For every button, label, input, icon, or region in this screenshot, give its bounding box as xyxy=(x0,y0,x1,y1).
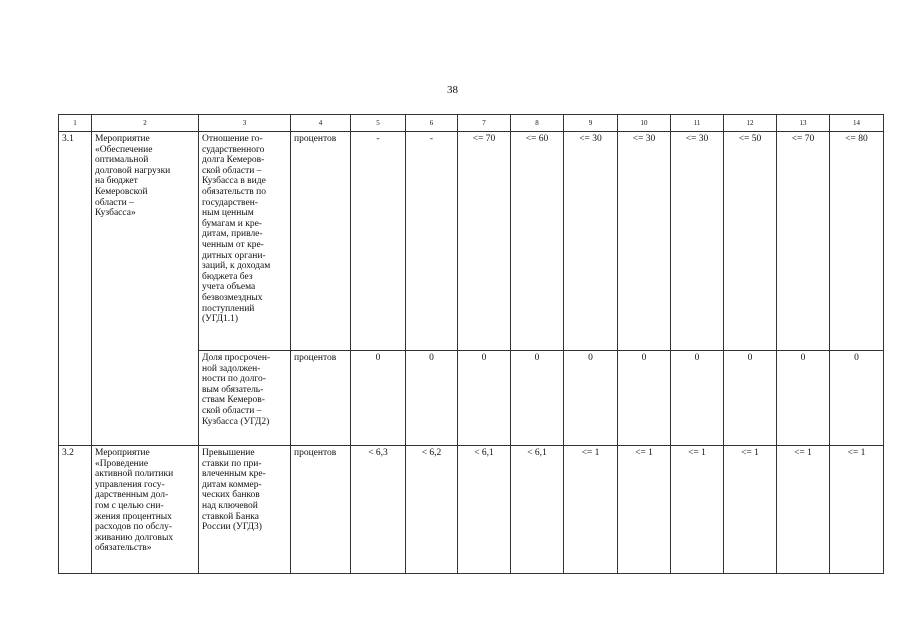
indicator-value: <= 1 xyxy=(724,446,777,574)
column-number: 10 xyxy=(618,115,671,132)
indicator-value: 0 xyxy=(618,351,671,446)
page-number: 38 xyxy=(447,84,458,96)
indicator-value: <= 1 xyxy=(830,446,884,574)
indicator-value: 0 xyxy=(458,351,511,446)
indicator-value: 0 xyxy=(671,351,724,446)
table-row xyxy=(59,132,884,351)
column-number: 3 xyxy=(199,115,291,132)
column-number: 5 xyxy=(351,115,406,132)
indicator-name: Доля просрочен- ной задолжен- ности по долго- вым обязатель- ствам Кемеров- ской области – Кузбасса (УГД2) xyxy=(199,351,291,446)
indicator-value: 0 xyxy=(724,351,777,446)
indicators-table xyxy=(58,114,884,574)
indicator-value: <= 30 xyxy=(564,132,618,351)
column-number: 8 xyxy=(511,115,564,132)
indicator-value: 0 xyxy=(564,351,618,446)
unit: процентов xyxy=(291,446,351,574)
indicator-value: 0 xyxy=(511,351,564,446)
indicator-value: - xyxy=(406,132,458,351)
table-row xyxy=(59,446,884,574)
indicator-value: <= 1 xyxy=(618,446,671,574)
indicator-value: <= 70 xyxy=(458,132,511,351)
indicator-value: <= 1 xyxy=(777,446,830,574)
indicator-value: 0 xyxy=(777,351,830,446)
column-number: 1 xyxy=(59,115,92,132)
column-number: 4 xyxy=(291,115,351,132)
indicator-value: < 6,2 xyxy=(406,446,458,574)
indicator-value: <= 50 xyxy=(724,132,777,351)
column-number: 7 xyxy=(458,115,511,132)
indicator-value: 0 xyxy=(351,351,406,446)
column-number: 12 xyxy=(724,115,777,132)
indicator-value: <= 80 xyxy=(830,132,884,351)
unit: процентов xyxy=(291,132,351,351)
column-number: 2 xyxy=(92,115,199,132)
indicator-value: <= 1 xyxy=(564,446,618,574)
indicator-value: 0 xyxy=(830,351,884,446)
measure-name: Мероприятие «Обеспечение оптимальной долговой нагрузки на бюджет Кемеровской области – Кузбасса» xyxy=(92,132,199,446)
indicator-name: Превышение ставки по при- влеченным кре- дитам коммер- ческих банков над ключевой ставкой Банка России (УГД3) xyxy=(199,446,291,574)
indicator-value: <= 30 xyxy=(671,132,724,351)
measure-name: Мероприятие «Проведение активной политики управления госу- дарственным дол- гом с целью сни- жения процентных расходов по обслу- живанию долговых обязательств» xyxy=(92,446,199,574)
unit: процентов xyxy=(291,351,351,446)
column-number: 9 xyxy=(564,115,618,132)
row-number: 3.1 xyxy=(59,132,92,446)
row-number: 3.2 xyxy=(59,446,92,574)
indicator-value: < 6,1 xyxy=(511,446,564,574)
column-number: 11 xyxy=(671,115,724,132)
column-number: 6 xyxy=(406,115,458,132)
indicator-value: < 6,3 xyxy=(351,446,406,574)
indicator-name: Отношение го- сударственного долга Кемеров- ской области – Кузбасса в виде обязательств по государствен- ным ценным бумагам и кре- дитам, привле- ченным от кре- дитных органи- заций, к доходам бюджета без учета объема безвозмездных поступлений (УГД1.1) xyxy=(199,132,291,351)
column-number-row xyxy=(59,115,884,132)
column-number: 14 xyxy=(830,115,884,132)
column-number: 13 xyxy=(777,115,830,132)
indicator-value: 0 xyxy=(406,351,458,446)
indicator-value: <= 70 xyxy=(777,132,830,351)
indicator-value: <= 1 xyxy=(671,446,724,574)
indicator-value: <= 30 xyxy=(618,132,671,351)
indicator-value: <= 60 xyxy=(511,132,564,351)
indicator-value: < 6,1 xyxy=(458,446,511,574)
indicator-value: - xyxy=(351,132,406,351)
